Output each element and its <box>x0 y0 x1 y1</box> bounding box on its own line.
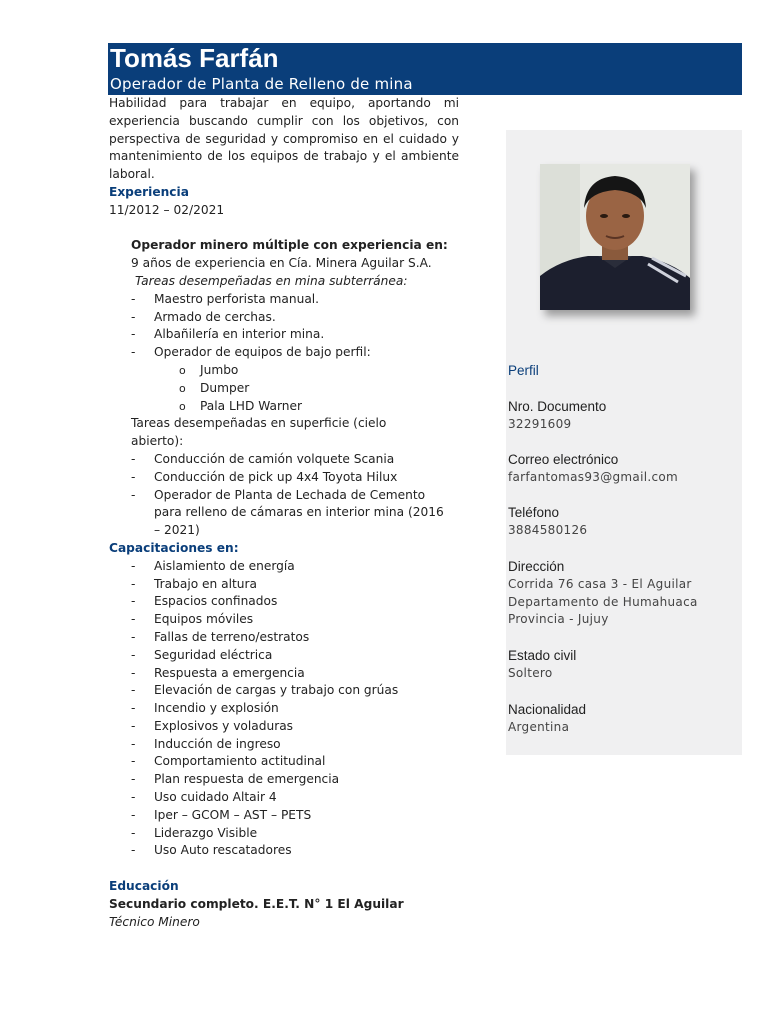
address-line: Provincia - Jujuy <box>508 612 609 627</box>
document-label: Nro. Documento <box>508 399 607 414</box>
person-photo-icon <box>540 164 690 310</box>
list-item: - Incendio y explosión <box>109 700 459 718</box>
list-item: - Comportamiento actitudinal <box>109 753 459 771</box>
list-item: - Armado de cerchas. <box>109 309 459 327</box>
list-item: - Explosivos y voladuras <box>109 718 459 736</box>
civil-status-value: Soltero <box>508 665 553 680</box>
surface-list <box>109 451 459 540</box>
list-item: - Uso cuidado Altair 4 <box>109 789 459 807</box>
list-item: o Pala LHD Warner <box>109 398 459 416</box>
main-column <box>109 95 459 931</box>
underground-list <box>109 291 459 362</box>
address-line: Departamento de Humahuaca <box>508 594 698 609</box>
civil-status-section <box>508 647 740 683</box>
profile-title: Perfil <box>508 363 539 378</box>
list-item: - Plan respuesta de emergencia <box>109 771 459 789</box>
list-item: - Fallas de terreno/estratos <box>109 629 459 647</box>
address-label: Dirección <box>508 559 565 574</box>
phone-label: Teléfono <box>508 505 560 520</box>
civil-status-label: Estado civil <box>508 648 577 663</box>
email-label: Correo electrónico <box>508 452 619 467</box>
underground-title: Tareas desempeñadas en mina subterránea: <box>135 273 408 288</box>
list-item: - Iper – GCOM – AST – PETS <box>109 807 459 825</box>
list-item: - Maestro perforista manual. <box>109 291 459 309</box>
address-line: Corrida 76 casa 3 - El Aguilar <box>508 576 692 591</box>
list-item: - Uso Auto rescatadores <box>109 842 459 860</box>
experience-years: 9 años de experiencia en Cía. Minera Aguilar S.A. <box>131 256 432 271</box>
list-item: o Dumper <box>109 380 459 398</box>
document-value: 32291609 <box>508 416 572 431</box>
list-item: o Jumbo <box>109 362 459 380</box>
nationality-value: Argentina <box>508 719 570 734</box>
document-section <box>508 398 740 434</box>
list-item: - Operador de equipos de bajo perfil: <box>109 344 459 362</box>
summary-text: Habilidad para trabajar en equipo, aportando mi experiencia buscando cumplir con los objetivos, con perspectiva de seguridad y compromiso en el cuidado y mantenimiento de los equipos de trabajo y el ambiente laboral. <box>109 96 459 182</box>
list-item: - Espacios confinados <box>109 593 459 611</box>
education-school: Secundario completo. E.E.T. N° 1 El Aguilar <box>109 896 404 911</box>
list-item: - Trabajo en altura <box>109 576 459 594</box>
list-item: - Albañilería en interior mina. <box>109 326 459 344</box>
profile-section <box>508 362 740 380</box>
equipment-list <box>109 362 459 415</box>
list-item: - Seguridad eléctrica <box>109 647 459 665</box>
education-title: Educación <box>109 879 179 894</box>
profile-photo <box>540 164 690 310</box>
trainings-title: Capacitaciones en: <box>109 540 239 555</box>
list-item: - Respuesta a emergencia <box>109 665 459 683</box>
list-item: - Conducción de pick up 4x4 Toyota Hilux <box>109 469 459 487</box>
list-item: - Aislamiento de energía <box>109 558 459 576</box>
email-value: farfantomas93@gmail.com <box>508 469 678 484</box>
list-item: - Liderazgo Visible <box>109 825 459 843</box>
address-section <box>508 558 740 629</box>
candidate-name: Tomás Farfán <box>110 43 279 73</box>
profile-sidebar <box>506 130 742 755</box>
experience-title: Experiencia <box>109 184 189 199</box>
trainings-list <box>109 558 459 861</box>
phone-value: 3884580126 <box>508 522 588 537</box>
nationality-section <box>508 701 740 737</box>
list-item: - Elevación de cargas y trabajo con grúas <box>109 682 459 700</box>
nationality-label: Nacionalidad <box>508 702 587 717</box>
list-item: - Operador de Planta de Lechada de Cemento para relleno de cámaras en interior mina (2016 – 2021) <box>109 487 444 540</box>
phone-section <box>508 504 740 540</box>
header-banner <box>108 43 742 95</box>
list-item: - Inducción de ingreso <box>109 736 459 754</box>
email-section <box>508 451 740 487</box>
list-item: - Conducción de camión volquete Scania <box>109 451 459 469</box>
list-item: - Equipos móviles <box>109 611 459 629</box>
education-degree: Técnico Minero <box>109 914 200 929</box>
surface-title: Tareas desempeñadas en superficie (cielo abierto): <box>131 416 387 449</box>
experience-heading: Operador minero múltiple con experiencia en: <box>131 238 448 253</box>
candidate-role: Operador de Planta de Relleno de mina <box>110 75 413 93</box>
experience-dates: 11/2012 – 02/2021 <box>109 202 225 217</box>
